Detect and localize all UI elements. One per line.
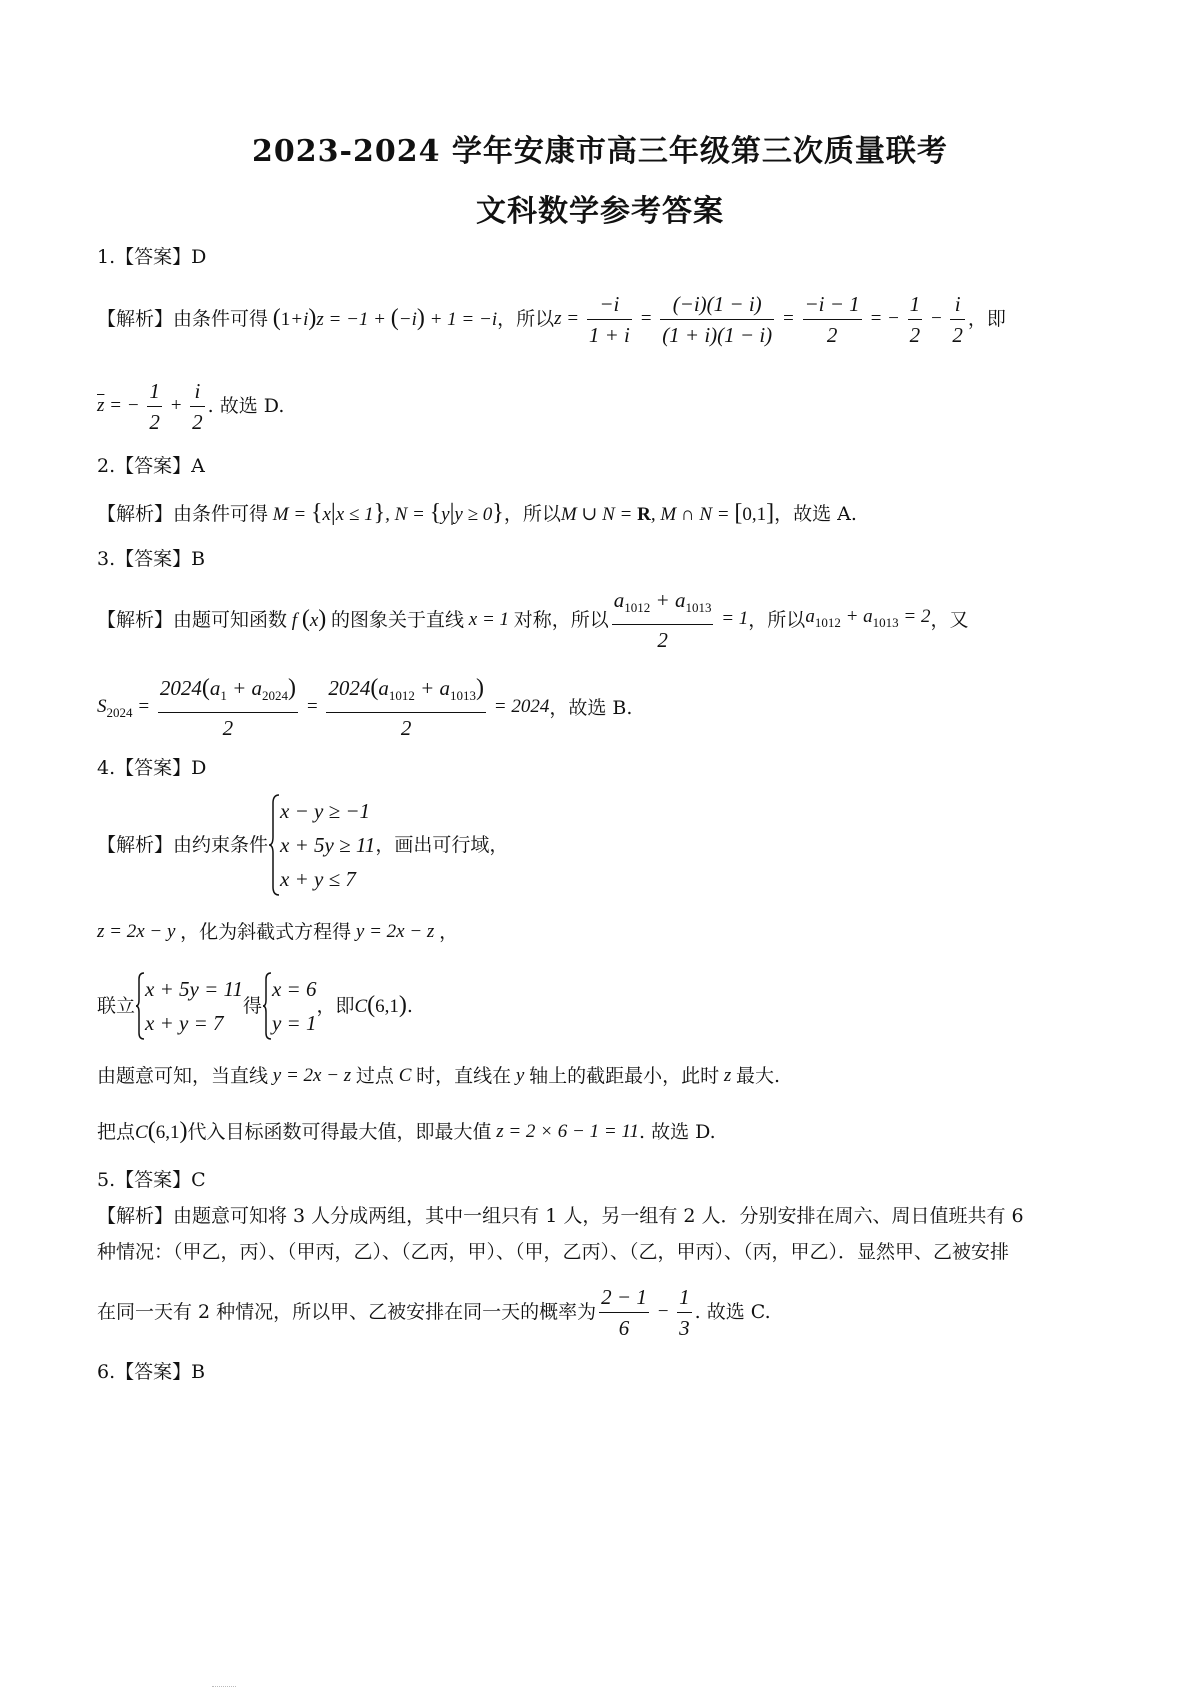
q3-solution-line2: $S_{2024}$ = $\frac{2024(a_1 + a_{2024})}{2}$ = $\frac{2024(a_{1012} + a_{1013})}{2}$ = 2024 ，故选 B. [97, 672, 1107, 744]
q4-solution-line5: 把点 C(6,1) 代入目标函数可得最大值，即最大值 z = 2 × 6 − 1 = 11 . 故选 D. [97, 1118, 716, 1144]
q1-answer: 1.【答案】D [97, 246, 207, 268]
q4-answer: 4.【答案】D [97, 757, 207, 779]
left-brace-icon [268, 793, 280, 897]
q5-solution-line1: 【解析】由题意可知将 3 人分成两组，其中一组只有 1 人，另一组有 2 人．分别安排在周六、周日值班共有 6 [97, 1205, 1024, 1227]
q4-solution-line4: 由题意可知，当直线 y = 2x − z 过点 C 时，直线在 y 轴上的截距最小，此时 z 最大. [97, 1065, 781, 1087]
q2-eq-union: M ∪ N = R, M ∩ N = [0,1] [560, 500, 775, 526]
q2-solution: 【解析】 由条件可得 M = {x|x ≤ 1}, N = {y|y ≥ 0} ，所以 M ∪ N = R, M ∩ N = [0,1] ，故选 A. [97, 494, 1107, 534]
document-subtitle: 文科数学参考答案 [476, 194, 724, 229]
q6-answer: 6.【答案】B [97, 1361, 206, 1383]
q4-solution-line3: 联立 x + 5y = 11 x + y = 7 得 x = 6 y = 1 ，即 C(6,1) . [97, 968, 1107, 1044]
q3-solution-line1: 【解析】 由题可知函数 f (x) 的图象关于直线 x = 1 对称，所以 $\frac{a_{1012} + a_{1013}}{2}$ = 1 ，所以 $a_{1012} + a_{1013} = 2$ ，又 [97, 584, 1107, 656]
q4-system-2: x = 6 y = 1 [262, 971, 317, 1041]
q2-eq-sets: M = {x|x ≤ 1}, N = {y|y ≥ 0} [268, 500, 504, 526]
q1-eq-conjugate: $\overline{z}$ = − $\frac{1}{2}$ + $\frac{i}{2}$ [97, 376, 208, 437]
q1-eq-z: z = $\frac{-i}{1 + i}$ = $\frac{(-i)(1 - i)}{(1 + i)(1 - i)}$ = $\frac{-i - 1}{2}$ = − $\frac{1}{2}$ − $\frac{i}{2}$ [554, 289, 968, 350]
q4-constraint-system: x − y ≥ −1 x + 5y ≥ 11 x + y ≤ 7 [268, 793, 375, 897]
q1-solution-line2: $\overline{z}$ = − $\frac{1}{2}$ + $\frac{i}{2}$ . 故选 D. [97, 370, 1107, 442]
q2-answer: 2.【答案】A [97, 455, 205, 477]
q5-solution-line3: 在同一天有 2 种情况，所以甲、乙被安排在同一天的概率为 $\frac{2 - 1}{6}$ − $\frac{1}{3}$ . 故选 C. [97, 1276, 1107, 1348]
q4-system-1: x + 5y = 11 x + y = 7 [135, 971, 243, 1041]
q4-solution-line1: 【解析】 由约束条件 x − y ≥ −1 x + 5y ≥ 11 x + y ≤ 7 ，画出可行域， [97, 790, 1107, 900]
q5-solution-line2: 种情况：（甲乙，丙）、（甲丙，乙）、（乙丙，甲）、（甲，乙丙）、（乙，甲丙）、（丙，甲乙）．显然甲、乙被安排 [97, 1241, 1010, 1263]
q3-answer: 3.【答案】B [97, 548, 206, 570]
q5-answer: 5.【答案】C [97, 1169, 206, 1191]
document-title: 2023-2024 学年安康市高三年级第三次质量联考 [252, 134, 948, 169]
q3-eq-sum: $S_{2024}$ = $\frac{2024(a_1 + a_{2024})}{2}$ = $\frac{2024(a_{1012} + a_{1013})}{2}$ = 2024 [97, 675, 550, 740]
q3-eq-mid: $\frac{a_{1012} + a_{1013}}{2}$ = 1 [609, 585, 749, 654]
q4-solution-line2: z = 2x − y ，化为斜截式方程得 y = 2x − z ， [97, 921, 459, 943]
footer-mark [212, 1686, 236, 1689]
q1-solution-line1: 【解析】 由条件可得 (1+i)z = −1 + (−i) + 1 = −i ，所以 z = $\frac{-i}{1 + i}$ = $\frac{(-i)(1 - i)}{(1 + i)(1 - i)}$ = $\frac{-i - 1}{2}$ = − $\frac{1}{2}$ − $\frac{i}{2}$ ，即 [97, 283, 1107, 355]
q5-eq-probability: $\frac{2 - 1}{6}$ − $\frac{1}{3}$ [596, 1282, 695, 1343]
q1-eq-condition: (1+i)z = −1 + (−i) + 1 = −i [272, 305, 498, 331]
